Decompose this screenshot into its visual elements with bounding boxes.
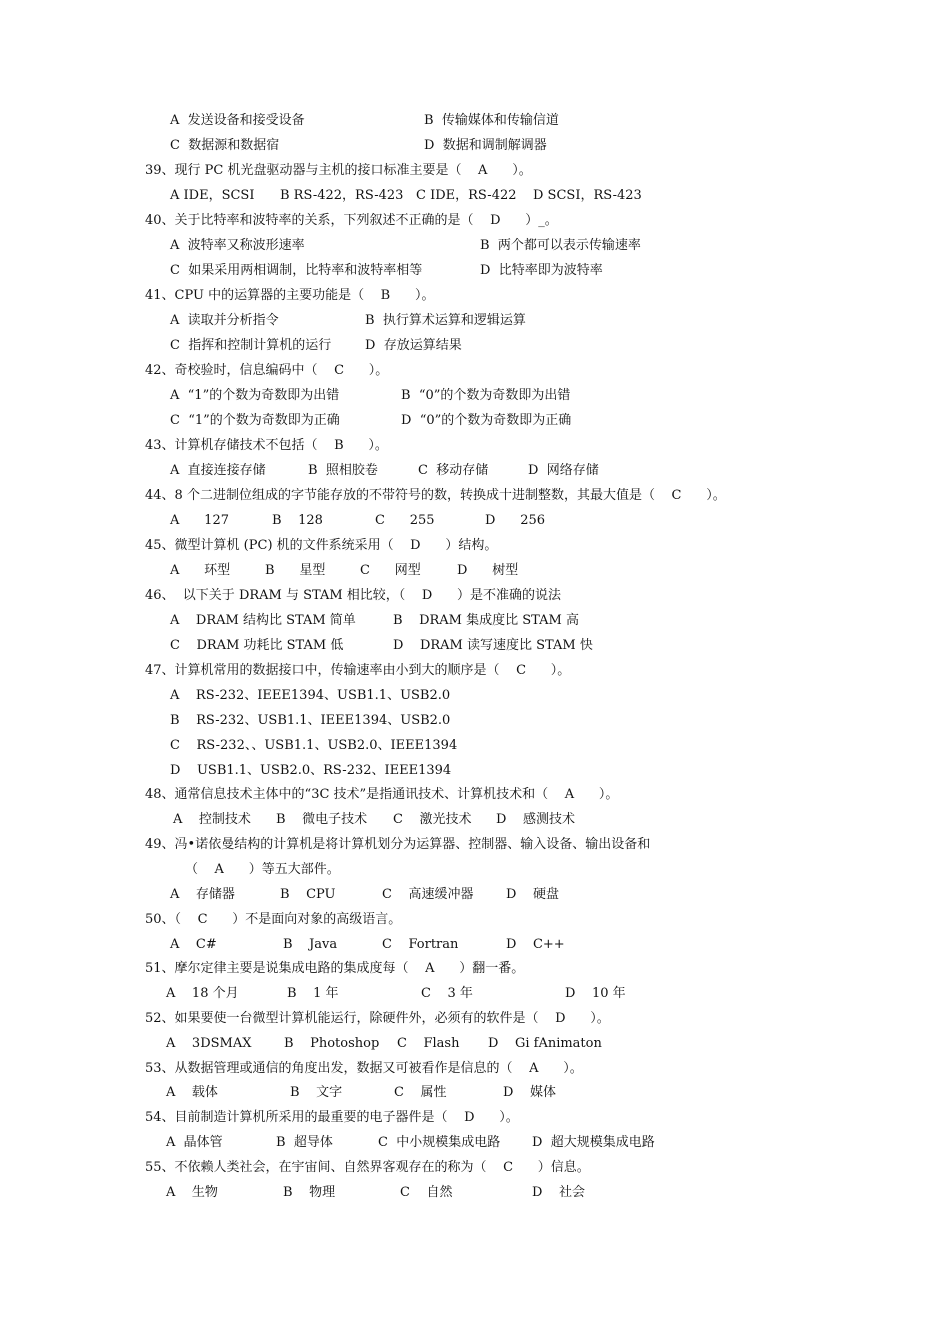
option-text: B 128 [272,513,323,528]
option-text: D Gi fAnimaton [488,1036,602,1051]
option-text: C DRAM 功耗比 STAM 低 [170,638,344,653]
option-text: C 255 [375,513,435,528]
option-text: A 环型 [170,563,231,578]
option-text: A 存储器 [170,887,235,902]
option-text: B 文字 [290,1085,343,1100]
option-text: D 硬盘 [506,887,559,902]
option-text: B DRAM 集成度比 STAM 高 [393,613,579,628]
option-text: A RS-232、IEEE1394、USB1.1、USB2.0 [170,688,451,703]
option-text: C 指挥和控制计算机的运行 [170,338,332,353]
option-text: D 存放运算结果 [365,338,462,353]
option-text: A 3DSMAX [166,1036,252,1051]
question-text: 54、目前制造计算机所采用的最重要的电子器件是（ D ）。 [145,1110,519,1125]
option-text: A 发送设备和接受设备 [170,113,305,128]
option-text: B 执行算术运算和逻辑运算 [365,313,526,328]
option-text: B 照相胶卷 [308,463,378,478]
option-text: B “0”的个数为奇数即为出错 [401,388,571,403]
option-text: B 微电子技术 [276,812,368,827]
option-text: C 网型 [360,563,421,578]
option-text: A 18 个月 [166,986,239,1001]
option-text: D 媒体 [503,1085,556,1100]
question-text: 51、摩尔定律主要是说集成电路的集成度每（ A ）翻一番。 [145,961,525,976]
option-text: B CPU [280,887,336,902]
option-text: A 生物 [166,1185,218,1200]
question-text: 42、奇校验时，信息编码中（ C ）。 [145,363,389,378]
option-text: C 如果采用两相调制，比特率和波特率相等 [170,263,423,278]
option-text: D USB1.1、USB2.0、RS-232、IEEE1394 [170,763,452,778]
question-text: 48、通常信息技术主体中的“3C 技术”是指通讯技术、计算机技术和（ A ）。 [145,787,619,802]
option-text: A 波特率又称波形速率 [170,238,305,253]
option-text: C RS-232、、USB1.1、USB2.0、IEEE1394 [170,738,458,753]
option-text: C 自然 [400,1185,453,1200]
option-text: C 激光技术 [393,812,472,827]
option-text: （ A ）等五大部件。 [185,862,340,877]
option-text: D 感测技术 [496,812,575,827]
question-text: 46、 以下关于 DRAM 与 STAM 相比较，（ D ）是不准确的说法 [145,588,562,603]
question-text: 47、计算机常用的数据接口中，传输速率由小到大的顺序是（ C ）。 [145,663,571,678]
option-text: B 星型 [265,563,326,578]
option-text: D 树型 [457,563,519,578]
option-text: C IDE，RS-422 [416,188,517,203]
option-text: C 3 年 [421,986,473,1001]
question-text: 39、现行 PC 机光盘驱动器与主机的接口标准主要是（ A ）。 [145,163,532,178]
option-text: A “1”的个数为奇数即为出错 [170,388,340,403]
option-text: B Java [283,937,338,952]
option-text: C 数据源和数据宿 [170,138,280,153]
option-text: A 127 [170,513,229,528]
option-text: C 属性 [394,1085,447,1100]
option-text: A C# [170,937,217,952]
option-text: A 载体 [166,1085,218,1100]
option-text: C 中小规模集成电路 [378,1135,501,1150]
option-text: C “1”的个数为奇数即为正确 [170,413,340,428]
option-text: D DRAM 读写速度比 STAM 快 [393,638,593,653]
question-text: 41、CPU 中的运算器的主要功能是（ B ）。 [145,288,435,303]
option-text: B RS-422，RS-423 [280,188,404,203]
option-text: D 10 年 [565,986,626,1001]
option-text: D “0”的个数为奇数即为正确 [401,413,572,428]
option-text: B 超导体 [276,1135,333,1150]
option-text: B RS-232、USB1.1、IEEE1394、USB2.0 [170,713,451,728]
option-text: A 直接连接存储 [170,463,266,478]
option-text: D 社会 [532,1185,585,1200]
option-text: B 物理 [283,1185,336,1200]
question-text: 49、冯•诺依曼结构的计算机是将计算机划分为运算器、控制器、输入设备、输出设备和 [145,837,651,852]
option-text: A 晶体管 [166,1135,223,1150]
question-text: 50、（ C ）不是面向对象的高级语言。 [145,912,402,927]
option-text: A DRAM 结构比 STAM 简单 [170,613,356,628]
question-text: 52、如果要使一台微型计算机能运行，除硬件外，必须有的软件是（ D ）。 [145,1011,610,1026]
option-text: D 比特率即为波特率 [480,263,603,278]
question-text: 45、微型计算机 (PC) 机的文件系统采用（ D ）结构。 [145,538,498,553]
option-text: C 高速缓冲器 [382,887,474,902]
question-text: 53、从数据管理或通信的角度出发，数据又可被看作是信息的（ A ）。 [145,1061,583,1076]
question-text: 40、关于比特率和波特率的关系，下列叙述不正确的是（ D ）_。 [145,213,558,228]
option-text: A 控制技术 [173,812,251,827]
option-text: D 256 [485,513,546,528]
question-text: 44、8 个二进制位组成的字节能存放的不带符号的数，转换成十进制整数，其最大值是（ C ）。 [145,488,726,503]
option-text: D SCSI，RS-423 [533,188,642,203]
option-text: D 超大规模集成电路 [532,1135,655,1150]
option-text: B Photoshop [284,1036,380,1051]
option-text: A IDE，SCSI [170,188,255,203]
question-text: 43、计算机存储技术不包括（ B ）。 [145,438,388,453]
option-text: B 传输媒体和传输信道 [424,113,559,128]
option-text: C Flash [397,1036,460,1051]
option-text: B 两个都可以表示传输速率 [480,238,641,253]
option-text: D 数据和调制解调器 [424,138,547,153]
question-text: 55、不依赖人类社会，在宇宙间、自然界客观存在的称为（ C ）信息。 [145,1160,590,1175]
option-text: D C++ [506,937,565,952]
option-text: C 移动存储 [418,463,489,478]
option-text: C Fortran [382,937,459,952]
option-text: A 读取并分析指令 [170,313,279,328]
option-text: B 1 年 [287,986,339,1001]
option-text: D 网络存储 [528,463,599,478]
